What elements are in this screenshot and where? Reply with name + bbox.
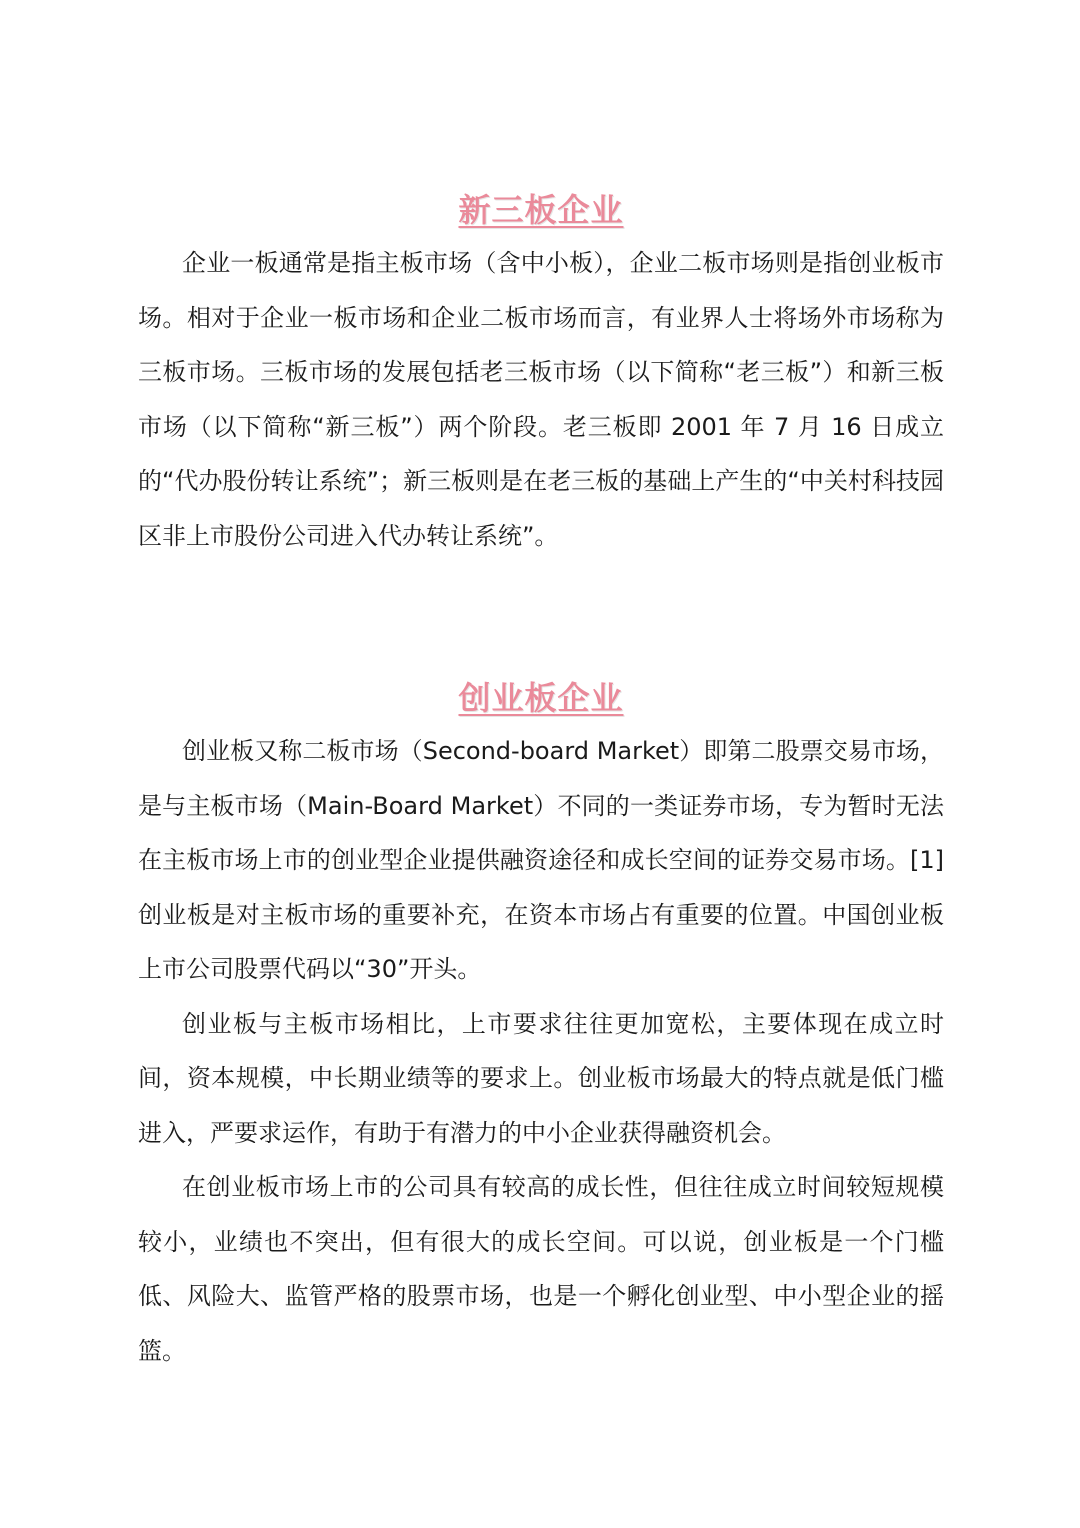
paragraph: 创业板与主板市场相比，上市要求往往更加宽松，主要体现在成立时间，资本规模，中长期业绩等的要求上。创业板市场最大的特点就是低门槛进入，严要求运作，有助于有潜力的中小企业获得融资机会。 [138,1009,944,1147]
paragraph: 在创业板市场上市的公司具有较高的成长性，但往往成立时间较短规模较小，业绩也不突出，但有很大的成长空间。可以说，创业板是一个门槛低、风险大、监管严格的股票市场，也是一个孵化创业型、中小型企业的摇篮。 [138,1173,944,1365]
section-growth-enterprise-board [138,674,944,1378]
section-heading: 创业板企业 [458,679,624,717]
paragraph: 企业一板通常是指主板市场（含中小板），企业二板市场则是指创业板市场。相对于企业一板市场和企业二板市场而言，有业界人士将场外市场称为三板市场。三板市场的发展包括老三板市场（以下简称“老三板”）和新三板市场（以下简称“新三板”）两个阶段。老三板即 2001 年 7 月 16 日成立的“代办股份转让系统”；新三板则是在老三板的基础上产生的“中关村科技园区非上市股份公司进入代办转让系统”。 [138,249,944,550]
section-new-third-board [138,186,944,563]
paragraph: 创业板又称二板市场（Second-board Market）即第二股票交易市场，是与主板市场（Main-Board Market）不同的一类证券市场，专为暂时无法在主板市场上市的创业型企业提供融资途径和成长空间的证券交易市场。[1]创业板是对主板市场的重要补充，在资本市场占有重要的位置。中国创业板上市公司股票代码以“30”开头。 [138,737,944,983]
section-heading: 新三板企业 [458,191,624,229]
